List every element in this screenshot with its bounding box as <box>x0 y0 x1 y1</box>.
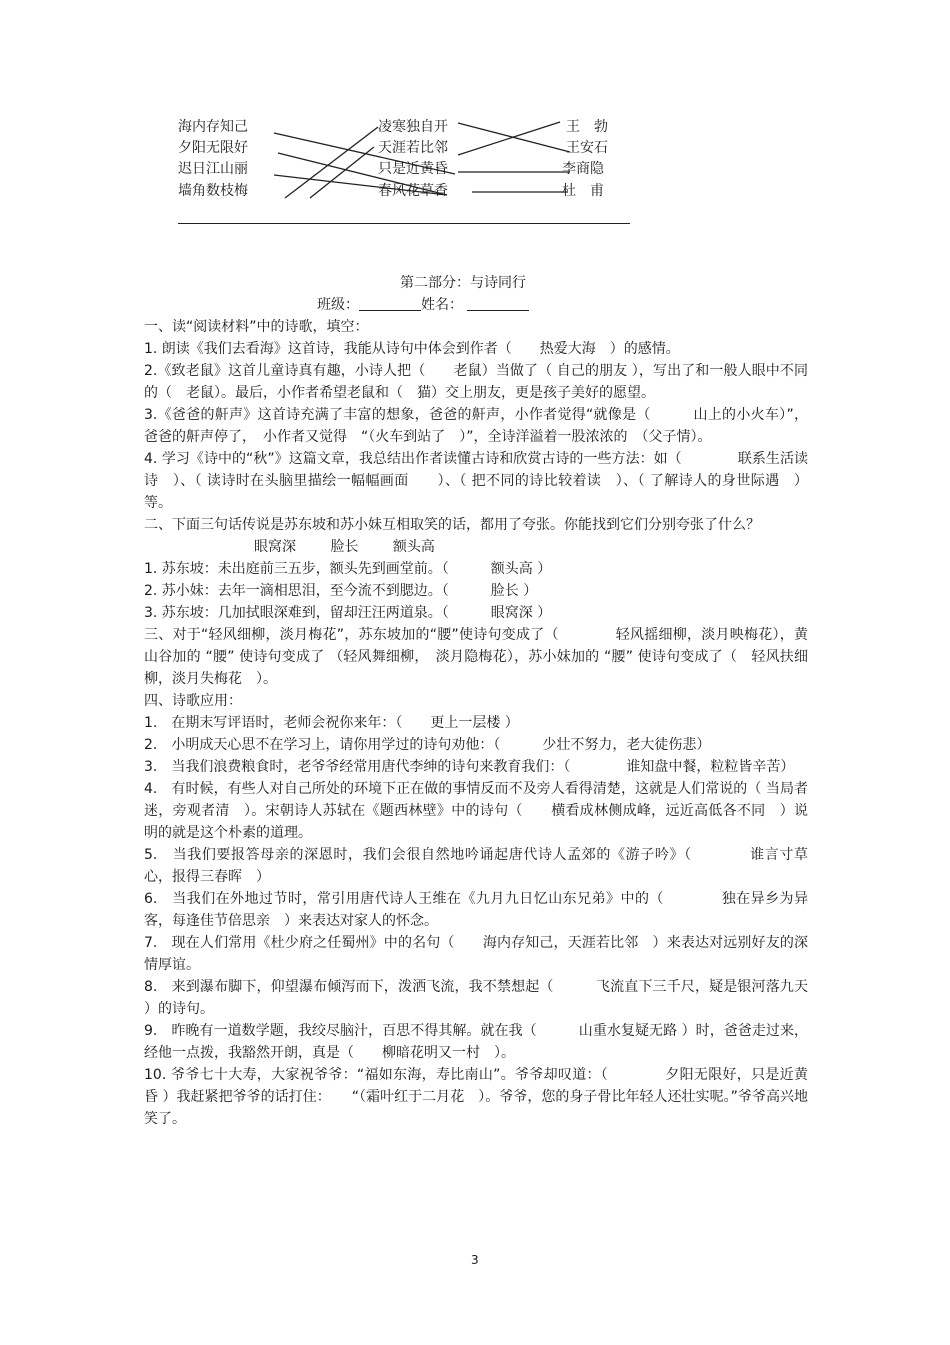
question: 7. 现在人们常用《杜少府之任蜀州》中的名句（ 海内存知己，天涯若比邻 ）来表达对远别好友的深情厚谊。 <box>144 935 808 973</box>
question: 4. 学习《诗中的“秋”》这篇文章，我总结出作者读懂古诗和欣赏古诗的一些方法：如（ 联系生活读诗 ）、（ 读诗时在头脑里描绘一幅幅画面 ）、（ 把不同的诗比较着读 ）、（ 了解诗人的身世际遇 ）等。 <box>144 451 808 511</box>
section-heading: 四、诗歌应用： <box>144 693 242 709</box>
question: 3. 苏东坡：几加拭眼深难到，留却汪汪两道泉。（ 眼窝深 ） <box>144 605 552 621</box>
word-choice: 眼窝深 <box>254 539 296 555</box>
question: 6. 当我们在外地过节时，常引用唐代诗人王维在《九月九日忆山东兄弟》中的（ 独在异乡为异客，每逢佳节倍思亲 ）来表达对家人的怀念。 <box>144 891 808 929</box>
question: 9. 昨晚有一道数学题，我绞尽脑汁，百思不得其解。就在我（ 山重水复疑无路 ）时，爸爸走过来，经他一点拨，我豁然开朗，真是（ 柳暗花明又一村 ）。 <box>144 1023 808 1061</box>
section-heading: 一、读“阅读材料”中的诗歌，填空： <box>144 319 369 335</box>
match-col3-item: 王 勃 <box>566 119 608 135</box>
worksheet-content <box>144 316 808 1130</box>
question: 2. 小明成天心思不在学习上，请你用学过的诗句劝他：（ 少壮不努力，老大徒伤悲） <box>144 737 711 753</box>
word-choice: 额头高 <box>392 539 435 555</box>
match-col1-item: 迟日江山丽 <box>178 161 248 177</box>
match-line <box>278 153 447 195</box>
question: 8. 来到瀑布脚下，仰望瀑布倾泻而下，泼洒飞流，我不禁想起（ 飞流直下三千尺，疑是银河落九天 ）的诗句。 <box>144 979 808 1017</box>
question: 1. 在期末写评语时，老师会祝你来年：（ 更上一层楼 ） <box>144 715 519 731</box>
match-col3-item: 李商隐 <box>562 161 604 177</box>
question: 3. 当我们浪费粮食时，老爷爷经常用唐代李绅的诗句来教育我们：（ 谁知盘中餐，粒粒皆辛苦） <box>144 759 795 775</box>
question: 10. 爷爷七十大寿，大家祝爷爷：“福如东海，寿比南山”。爷爷却叹道：（ 夕阳无限好，只是近黄昏 ）我赶紧把爷爷的话打住： “（霜叶红于二月花 ）。爷爷，您的身子骨比年轻人还壮实呢。”爷爷高兴地笑了。 <box>144 1067 808 1127</box>
match-col2-item: 只是近黄昏 <box>378 161 448 177</box>
section-title: 第二部分：与诗同行 <box>400 275 526 291</box>
match-line <box>285 127 378 198</box>
match-line <box>274 175 447 195</box>
question: 2. 苏小妹：去年一滴相思泪，至今流不到腮边。（ 脸长 ） <box>144 583 538 599</box>
question: 1. 苏东坡：未出庭前三五步，额头先到画堂前。（ 额头高 ） <box>144 561 552 577</box>
question: 2.《致老鼠》这首儿童诗真有趣，小诗人把（ 老鼠）当做了（ 自己的朋友 ），写出了和一般人眼中不同的（ 老鼠）。最后，小作者希望老鼠和（ 猫）交上朋友，更是孩子美好的愿望。 <box>144 363 808 401</box>
name-blank[interactable] <box>467 296 529 311</box>
match-col1-item: 墙角数枝梅 <box>178 183 248 199</box>
match-line <box>274 133 455 174</box>
question: 4. 有时候，有些人对自己所处的环境下正在做的事情反而不及旁人看得清楚，这就是人们常说的（ 当局者迷，旁观者清 ）。宋朝诗人苏轼在《题西林壁》中的诗句（ 横看成林侧成峰，远近高低各不同 ）说明的就是这个朴素的道理。 <box>144 781 808 841</box>
divider-line <box>178 223 630 224</box>
section-heading: 二、下面三句话传说是苏东坡和苏小妹互相取笑的话，都用了夸张。你能找到它们分别夸张了什么？ <box>144 517 760 533</box>
matching-lines <box>0 0 950 260</box>
match-col2-item: 天涯若比邻 <box>378 140 448 156</box>
name-label: 姓名： <box>421 297 463 313</box>
match-col1-item: 海内存知己 <box>178 119 248 135</box>
match-col2-item: 凌寒独自开 <box>378 119 448 135</box>
question: 1. 朗读《我们去看海》这首诗，我能从诗句中体会到作者（ 热爱大海 ）的感情。 <box>144 341 680 357</box>
class-blank[interactable] <box>359 296 421 311</box>
section-heading: 三、对于“轻风细柳，淡月梅花”，苏东坡加的“腰”使诗句变成了（ 轻风摇细柳，淡月映梅花），黄山谷加的 “腰” 使诗句变成了 （轻风舞细柳， 淡月隐梅花），苏小妹加的 “腰” 使诗句变成了（ 轻风扶细柳，淡月失梅花 ）。 <box>144 627 808 687</box>
class-name-line <box>317 294 529 314</box>
word-choices <box>144 536 808 558</box>
match-col2-item: 春风花草香 <box>378 183 448 199</box>
question: 3.《爸爸的鼾声》这首诗充满了丰富的想象，爸爸的鼾声，小作者觉得“就像是（ 山上的小火车）”，爸爸的鼾声停了， 小作者又觉得 “（火车到站了 ）”，全诗洋溢着一股浓浓的 （父子情）。 <box>144 407 808 445</box>
match-col3-item: 杜 甫 <box>562 183 604 199</box>
class-label: 班级： <box>317 297 359 313</box>
question: 5. 当我们要报答母亲的深恩时，我们会很自然地吟诵起唐代诗人孟郊的《游子吟》（ 谁言寸草心，报得三春晖 ） <box>144 847 808 885</box>
word-choice: 脸长 <box>330 539 359 555</box>
match-col3-item: 王安石 <box>566 140 608 156</box>
page-number: 3 <box>471 1253 479 1267</box>
match-col1-item: 夕阳无限好 <box>178 140 248 156</box>
